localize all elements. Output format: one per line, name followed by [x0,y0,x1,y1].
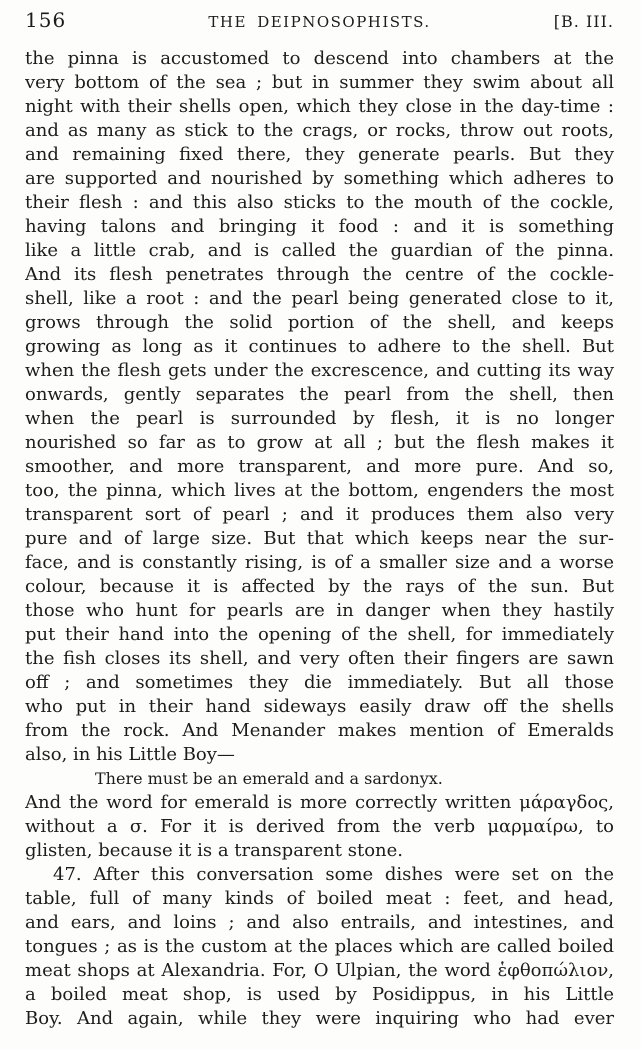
text-line: the fish closes its shell, and very often their fingers are sawn [25,648,614,669]
text-line: who put in their hand sideways easily draw off the shells [25,696,614,717]
text-line: table, full of many kinds of boiled meat : feet, and head, [25,888,614,909]
text-line: grows through the solid portion of the shell, and keeps [25,312,614,333]
text-line: are supported and nourished by something which adheres to [25,168,614,189]
text-line: 47. After this conversation some dishes were set on the [53,864,614,885]
text-line: too, the pinna, which lives at the bottom, engenders the most [25,480,614,501]
text-line: when the pearl is surrounded by flesh, it is no longer [25,408,614,429]
text-line: those who hunt for pearls are in danger when they hastily [25,600,614,621]
text-line: glisten, because it is a transparent stone. [25,840,403,861]
text-line: and ears, and loins ; and also entrails, and intestines, and [25,912,614,933]
text-line: and remaining fixed there, they generate pearls. But they [25,144,614,165]
text-line: nourished so far as to grow at all ; but the flesh makes it [25,432,614,453]
text-line: put their hand into the opening of the shell, for immediately [25,624,614,645]
text-block [25,47,614,1031]
text-line: And its flesh penetrates through the centre of the cockle- [25,264,614,285]
running-title: THE DEIPNOSOPHISTS. [208,13,431,31]
text-line: their flesh : and this also sticks to the mouth of the cockle, [25,192,614,213]
verse-line: There must be an emerald and a sardonyx. [95,769,443,788]
text-line: growing as long as it continues to adhere to the shell. But [25,336,614,357]
text-line: also, in his Little Boy— [25,744,235,765]
text-line: onwards, gently separates the pearl from the shell, then [25,384,614,405]
text-line: having talons and bringing it food : and it is something [25,216,614,237]
text-line: smoother, and more transparent, and more pure. And so, [25,456,614,477]
text-line: colour, because it is affected by the rays of the sun. But [25,576,614,597]
page-header [25,8,614,38]
text-line: when the flesh gets under the excrescence, and cutting its way [25,360,614,381]
text-line: meat shops at Alexandria. For, O Ulpian, the word ἑφθοπώλιον, [25,960,614,981]
text-line: a boiled meat shop, is used by Posidippus, in his Little [25,984,614,1005]
text-line: night with their shells open, which they close in the day-time : [25,96,614,117]
text-line: tongues ; as is the custom at the places which are called boiled [25,936,614,957]
text-line: without a σ. For it is derived from the verb μαρμαίρω, to [25,816,614,837]
text-line: and as many as stick to the crags, or rocks, throw out roots, [25,120,614,141]
text-line: And the word for emerald is more correctly written μάραγδος, [25,792,614,813]
text-line: transparent sort of pearl ; and it produces them also very [25,504,614,525]
text-line: from the rock. And Menander makes mention of Emeralds [25,720,614,741]
book-reference: [B. III. [553,12,614,31]
text-line: off ; and sometimes they die immediately. But all those [25,672,614,693]
page-number: 156 [25,8,67,32]
text-line: very bottom of the sea ; but in summer they swim about all [25,72,614,93]
text-line: shell, like a root : and the pearl being generated close to it, [25,288,614,309]
text-line: the pinna is accustomed to descend into chambers at the [25,48,614,69]
text-line: Boy. And again, while they were inquiring who had ever [25,1008,614,1029]
text-line: like a little crab, and is called the guardian of the pinna. [25,240,614,261]
text-line: face, and is constantly rising, is of a smaller size and a worse [25,552,614,573]
text-line: pure and of large size. But that which keeps near the sur- [25,528,614,549]
